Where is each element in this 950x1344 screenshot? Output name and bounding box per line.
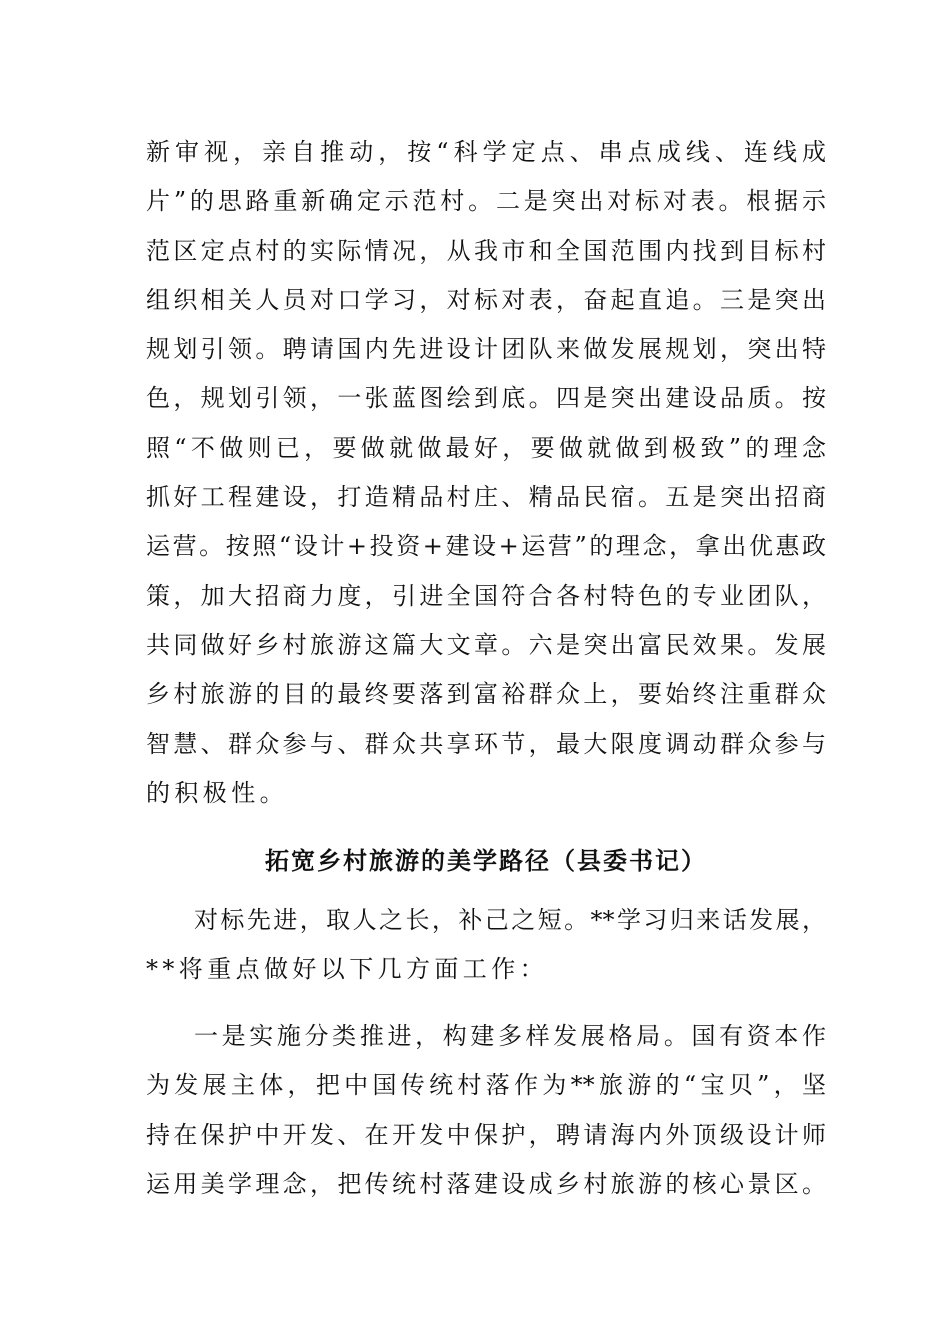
intro-paragraph	[146, 896, 826, 995]
paragraph-line: 组织相关人员对口学习，对标对表，奋起直追。三是突出	[146, 285, 826, 314]
point-one-paragraph	[146, 1012, 826, 1209]
paragraph-line: 策，加大招商力度，引进全国符合各村特色的专业团队，	[146, 581, 826, 610]
paragraph-line: 对标先进，取人之长，补己之短。**学习归来话发展，	[194, 906, 826, 934]
paragraph-line: 智慧、群众参与、群众共享环节，最大限度调动群众参与	[146, 729, 826, 758]
paragraph-line: 片”的思路重新确定示范村。二是突出对标对表。根据示	[146, 187, 826, 216]
paragraph-line: 范区定点村的实际情况，从我市和全国范围内找到目标村	[146, 236, 826, 265]
paragraph-line: 规划引领。聘请国内先进设计团队来做发展规划，突出特	[146, 335, 826, 364]
paragraph-line: 的积极性。	[146, 778, 288, 807]
paragraph-line: 运营。按照“设计+投资+建设+运营”的理念，拿出优惠政	[146, 532, 826, 561]
paragraph-line: 乡村旅游的目的最终要落到富裕群众上，要始终注重群众	[146, 680, 826, 709]
paragraph-line: 一是实施分类推进，构建多样发展格局。国有资本作	[194, 1022, 826, 1050]
paragraph-line: 为发展主体，把中国传统村落作为**旅游的“宝贝”，坚	[146, 1071, 826, 1100]
paragraph-line: 共同做好乡村旅游这篇大文章。六是突出富民效果。发展	[146, 630, 826, 659]
paragraph-line: 照“不做则已，要做就做最好，要做就做到极致”的理念	[146, 433, 826, 462]
paragraph-line: **将重点做好以下几方面工作：	[146, 955, 548, 984]
paragraph-line: 新审视，亲自推动，按“科学定点、串点成线、连线成	[146, 138, 826, 166]
paragraph-line: 色，规划引领，一张蓝图绘到底。四是突出建设品质。按	[146, 384, 826, 413]
paragraph-line: 抓好工程建设，打造精品村庄、精品民宿。五是突出招商	[146, 483, 826, 512]
continuation-paragraph	[146, 128, 826, 818]
paragraph-line: 运用美学理念，把传统村落建设成乡村旅游的核心景区。	[146, 1169, 826, 1198]
paragraph-line: 持在保护中开发、在开发中保护，聘请海内外顶级设计师	[146, 1120, 826, 1149]
section-heading: 拓宽乡村旅游的美学路径（县委书记）	[265, 846, 707, 875]
